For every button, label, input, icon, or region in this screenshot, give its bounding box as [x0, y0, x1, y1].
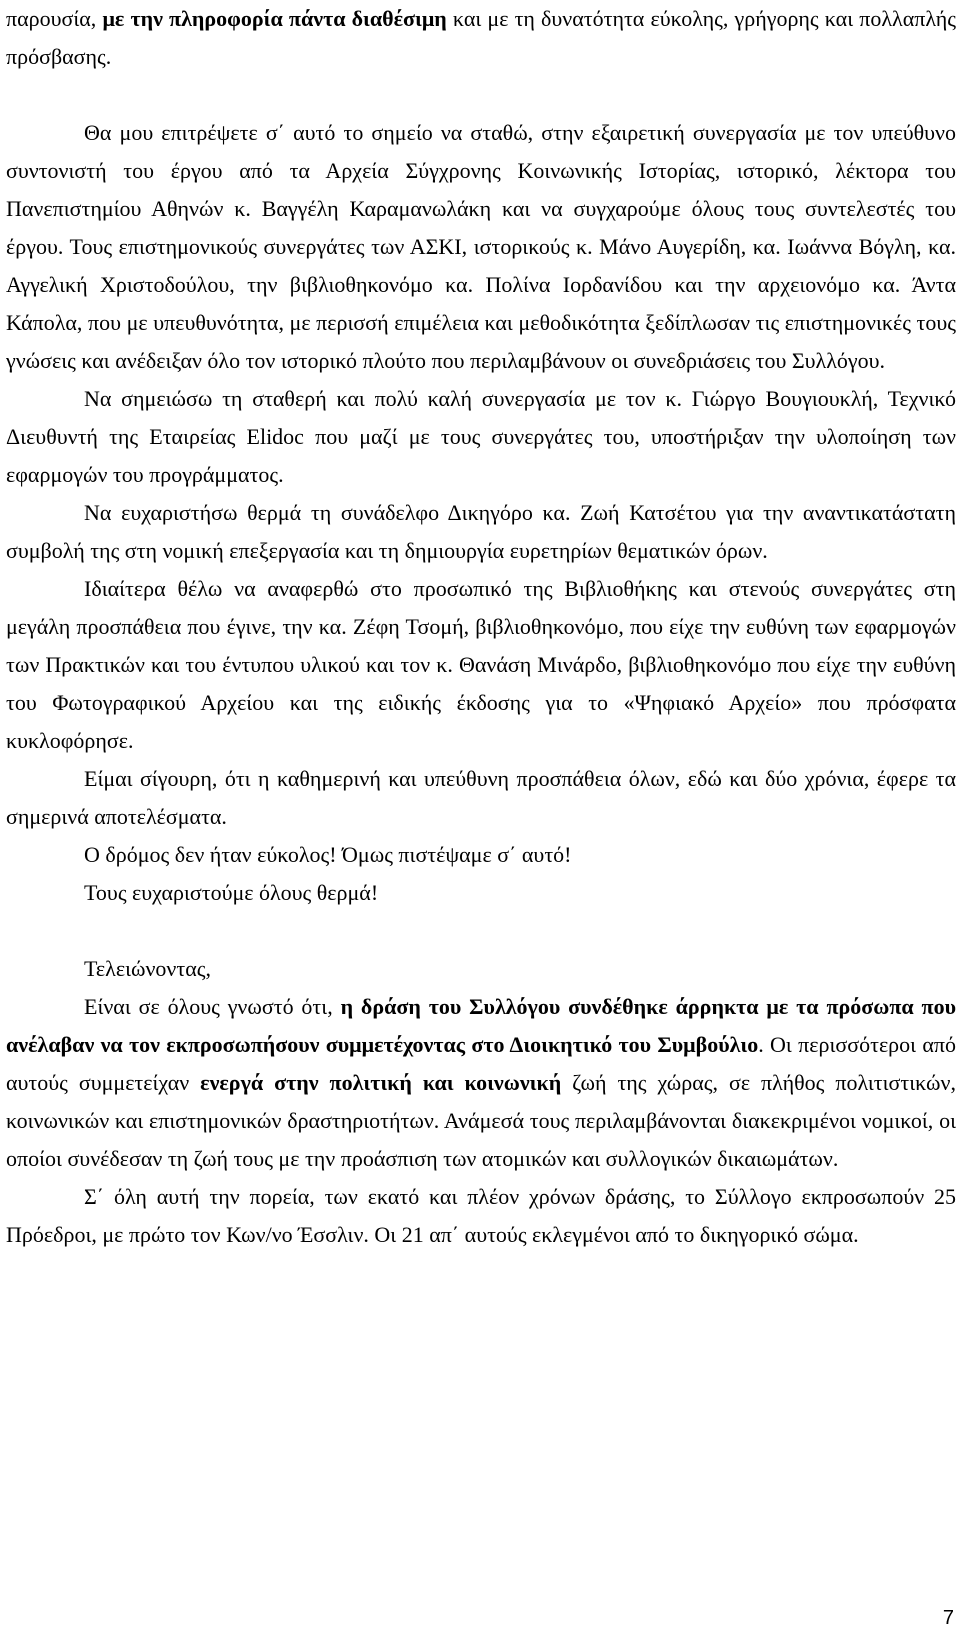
text-run: Είναι σε όλους γνωστό ότι,: [84, 994, 341, 1019]
bold-text: με την πληροφορία πάντα διαθέσιμη: [102, 6, 447, 31]
text-run: Είμαι σίγουρη, ότι η καθημερινή και υπεύθυνη προσπάθεια όλων, εδώ και δύο χρόνια, έφερε τα σημερινά αποτελέσματα.: [6, 766, 956, 829]
text-run: . Οι περισσότεροι από αυτούς συμμετείχαν: [6, 1032, 956, 1095]
paragraph-road: [6, 836, 956, 874]
document-body: [6, 0, 956, 1254]
text-run: ζωή της χώρας, σε πλήθος πολιτιστικών, κοινωνικών και επιστημονικών δραστηριοτήτων. Ανάμεσά τους περιλαμβάνονται διακεκριμένοι νομικοί, οι οποίοι συνέδεσαν τη ζωή τους με την προάσπιση των ατομικών και συλλογικών δικαιωμάτων.: [6, 1070, 956, 1171]
text-run: Σ΄ όλη αυτή την πορεία, των εκατό και πλέον χρόνων δράσης, το Σύλλογο εκπροσωπούν 25 Πρόεδροι, με πρώτο τον Κων/νο Έσσλιν. Οι 21 απ΄ αυτούς εκλεγμένοι από το δικηγορικό σώμα.: [6, 1184, 956, 1247]
paragraph-gap: [6, 912, 956, 950]
paragraph-gap: [6, 76, 956, 114]
text-run: Τους ευχαριστούμε όλους θερμά!: [84, 880, 379, 905]
paragraph-thanks-elidoc: [6, 380, 956, 494]
paragraph-thanks-katsetou: [6, 494, 956, 570]
text-run: Τελειώνοντας,: [84, 956, 211, 981]
text-run: Να ευχαριστήσω θερμά τη συνάδελφο Δικηγόρο κα. Ζωή Κατσέτου για την αναντικατάστατη συμβολή της στη νομική επεξεργασία και τη δημιουργία ευρετηρίων θεματικών όρων.: [6, 500, 956, 563]
text-run: Ιδιαίτερα θέλω να αναφερθώ στο προσωπικό της Βιβλιοθήκης και στενούς συνεργάτες στη μεγάλη προσπάθεια που έγινε, την κα. Ζέφη Τσομή, βιβλιοθηκονόμο, που είχε την ευθύνη των εφαρμογών των Πρακτικών και του έντυπου υλικού και τον κ. Θανάση Μινάρδο, βιβλιοθηκονόμο που είχε την ευθύνη του Φωτογραφικού Αρχείου και της ειδικής έκδοσης για το «Ψηφιακό Αρχείο» που πρόσφατα κυκλοφόρησε.: [6, 576, 956, 753]
bold-text: η δράση του Συλλόγου συνδέθηκε άρρηκτα με τα πρόσωπα που ανέλαβαν να τον εκπροσωπήσουν συμμετέχοντας στο Διοικητικό του Συμβούλιο: [6, 994, 956, 1057]
paragraph-association-action: [6, 988, 956, 1178]
bold-text: ενεργά στην πολιτική και κοινωνική: [200, 1070, 562, 1095]
text-run: Να σημειώσω τη σταθερή και πολύ καλή συνεργασία με τον κ. Γιώργο Βουγιουκλή, Τεχνικό Διευθυντή της Εταιρείας Elidoc που μαζί με τους συνεργάτες του, υποστήριξαν την υλοποίηση των εφαρμογών του προγράμματος.: [6, 386, 956, 487]
paragraph-intro-end: [6, 0, 956, 76]
paragraph-closing: [6, 950, 956, 988]
text-run: Θα μου επιτρέψετε σ΄ αυτό το σημείο να σταθώ, στην εξαιρετική συνεργασία με τον υπεύθυνο συντονιστή του έργου από τα Αρχεία Σύγχρονης Κοινωνικής Ιστορίας, ιστορικό, λέκτορα του Πανεπιστημίου Αθηνών κ. Βαγγέλη Καραμανωλάκη και να συγχαρούμε όλους τους συντελεστές του έργου. Τους επιστημονικούς συνεργάτες των ΑΣΚΙ, ιστορικούς κ. Μάνο Αυγερίδη, κα. Ιωάννα Βόγλη, κα. Αγγελική Χριστοδούλου, την βιβλιοθηκονόμο κα. Πολίνα Ιορδανίδου και την αρχειονόμο κα. Άντα Κάπολα, που με υπευθυνότητα, με περισσή επιμέλεια και μεθοδικότητα ξεδίπλωσαν τις επιστημονικές τους γνώσεις και ανέδειξαν όλο τον ιστορικό πλούτο που περιλαμβάνουν οι συνεδριάσεις του Συλλόγου.: [6, 120, 956, 373]
text-run: και με τη δυνατότητα εύκολης, γρήγορης και πολλαπλής πρόσβασης.: [6, 6, 957, 69]
paragraph-presidents: [6, 1178, 956, 1254]
paragraph-effort: [6, 760, 956, 836]
paragraph-thanks-collaboration: [6, 114, 956, 380]
text-run: παρουσία,: [6, 6, 103, 31]
page-number: 7: [942, 1607, 954, 1629]
paragraph-thanks-all: [6, 874, 956, 912]
paragraph-thanks-library: [6, 570, 956, 760]
text-run: Ο δρόμος δεν ήταν εύκολος! Όμως πιστέψαμε σ΄ αυτό!: [84, 842, 572, 867]
